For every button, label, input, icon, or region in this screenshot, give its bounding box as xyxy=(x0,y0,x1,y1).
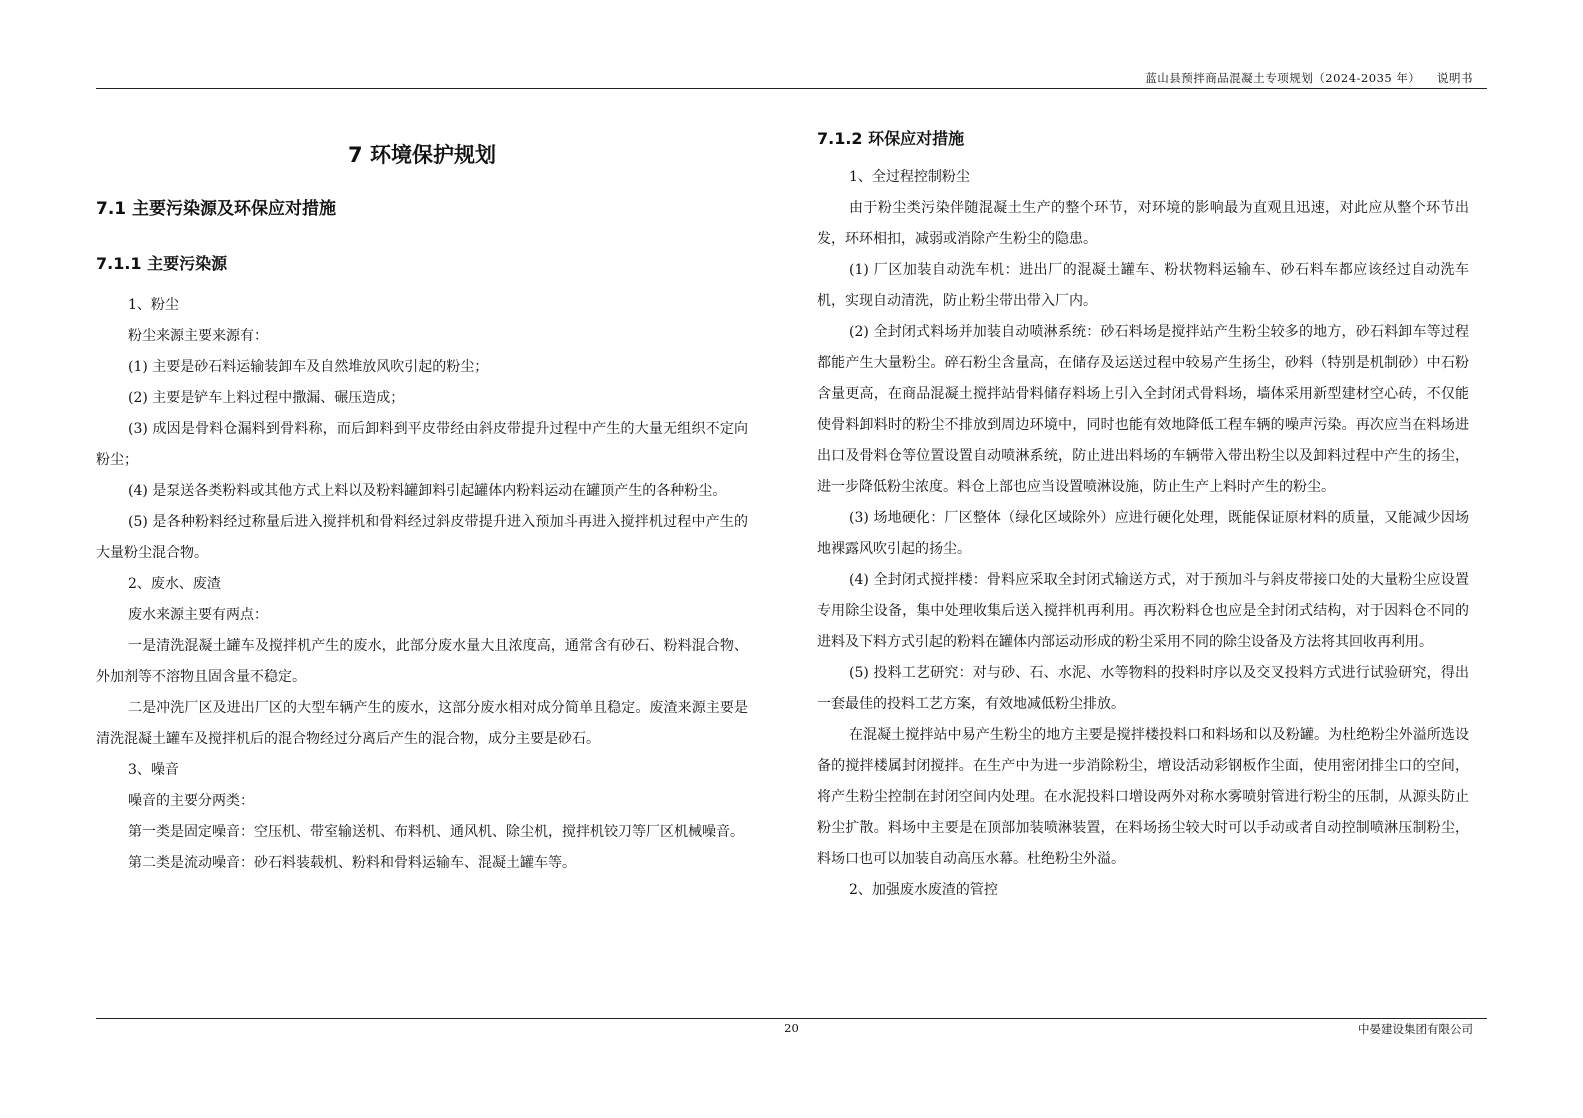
paragraph: 粉尘来源主要来源有： xyxy=(128,328,268,344)
paragraph: (3) 成因是骨料仓漏料到骨料称，而后卸料到平皮带经由斜皮带提升过程中产生的大量无组织不定向粉尘； xyxy=(96,421,748,468)
paragraph: (1) 主要是砂石料运输装卸车及自然堆放风吹引起的粉尘； xyxy=(128,359,489,375)
paragraph: (3) 场地硬化：厂区整体（绿化区域除外）应进行硬化处理，既能保证原材料的质量，又能减少因场地裸露风吹引起的扬尘。 xyxy=(817,510,1469,557)
subsection-title: 7.1.1 主要污染源 xyxy=(96,254,228,273)
paragraph: (2) 主要是铲车上料过程中撒漏、碾压造成； xyxy=(128,390,405,406)
page-number: 20 xyxy=(784,1021,799,1035)
company-name: 中晏建设集团有限公司 xyxy=(1358,1022,1473,1036)
paragraph: 第二类是流动噪音：砂石料装载机、粉料和骨料运输车、混凝土罐车等。 xyxy=(128,855,576,871)
header-divider xyxy=(96,88,1487,89)
list-heading: 3、噪音 xyxy=(128,762,179,778)
subsection-title: 7.1.2 环保应对措施 xyxy=(817,129,965,148)
paragraph: 噪音的主要分两类： xyxy=(128,793,254,809)
paragraph: 二是冲洗厂区及进出厂区的大型车辆产生的废水，这部分废水相对成分简单且稳定。废渣来源主要是清洗混凝土罐车及搅拌机后的混合物经过分离后产生的混合物，成分主要是砂石。 xyxy=(96,700,748,747)
section-title: 7.1 主要污染源及环保应对措施 xyxy=(96,199,337,219)
right-column xyxy=(817,100,1469,906)
list-heading: 1、粉尘 xyxy=(128,297,179,313)
paragraph: (5) 是各种粉料经过称量后进入搅拌机和骨料经过斜皮带提升进入预加斗再进入搅拌机过程中产生的大量粉尘混合物。 xyxy=(96,514,748,561)
left-column xyxy=(96,100,748,879)
paragraph: (2) 全封闭式料场并加装自动喷淋系统：砂石料场是搅拌站产生粉尘较多的地方，砂石料卸车等过程都能产生大量粉尘。碎石粉尘含量高，在储存及运送过程中较易产生扬尘，砂料（特别是机制砂）中石粉含量更高，在商品混凝土搅拌站骨料储存料场上引入全封闭式骨料场，墙体采用新型建材空心砖，不仅能使骨料卸料时的粉尘不排放到周边环境中，同时也能有效地降低工程车辆的噪声污染。再次应当在料场进出口及骨料仓等位置设置自动喷淋系统，防止进出料场的车辆带入带出粉尘以及卸料过程中产生的扬尘，进一步降低粉尘浓度。料仓上部也应当设置喷淋设施，防止生产上料时产生的粉尘。 xyxy=(817,324,1469,495)
paragraph: (1) 厂区加装自动洗车机：进出厂的混凝土罐车、粉状物料运输车、砂石料车都应该经过自动洗车机，实现自动清洗，防止粉尘带出带入厂内。 xyxy=(817,262,1469,309)
header-title: 蓝山县预拌商品混凝土专项规划（2024-2035 年） 说明书 xyxy=(1145,71,1473,85)
paragraph: 在混凝土搅拌站中易产生粉尘的地方主要是搅拌楼投料口和料场和以及粉罐。为杜绝粉尘外溢所选设备的搅拌楼属封闭搅拌。在生产中为进一步消除粉尘，增设活动彩钢板作尘面，使用密闭排尘口的空间，将产生粉尘控制在封闭空间内处理。在水泥投料口增设两外对称水雾喷射管进行粉尘的压制，从源头防止粉尘扩散。料场中主要是在顶部加装喷淋装置，在料场扬尘较大时可以手动或者自动控制喷淋压制粉尘，料场口也可以加装自动高压水幕。杜绝粉尘外溢。 xyxy=(817,727,1469,867)
paragraph: 一是清洗混凝土罐车及搅拌机产生的废水，此部分废水量大且浓度高，通常含有砂石、粉料混合物、外加剂等不溶物且固含量不稳定。 xyxy=(96,638,748,685)
chapter-title: 7 环境保护规划 xyxy=(348,143,496,167)
paragraph: (5) 投料工艺研究：对与砂、石、水泥、水等物料的投料时序以及交叉投料方式进行试验研究，得出一套最佳的投料工艺方案，有效地减低粉尘排放。 xyxy=(817,665,1469,712)
paragraph: 由于粉尘类污染伴随混凝土生产的整个环节，对环境的影响最为直观且迅速，对此应从整个环节出发，环环相扣，减弱或消除产生粉尘的隐患。 xyxy=(817,200,1469,247)
paragraph: (4) 全封闭式搅拌楼：骨料应采取全封闭式输送方式，对于预加斗与斜皮带接口处的大量粉尘应设置专用除尘设备，集中处理收集后送入搅拌机再利用。再次粉料仓也应是全封闭式结构，对于因料仓不同的进料及下料方式引起的粉料在罐体内部运动形成的粉尘采用不同的除尘设备及方法将其回收再利用。 xyxy=(817,572,1469,650)
paragraph: (4) 是泵送各类粉料或其他方式上料以及粉料罐卸料引起罐体内粉料运动在罐顶产生的各种粉尘。 xyxy=(128,483,727,499)
paragraph: 第一类是固定噪音：空压机、带室输送机、布料机、通风机、除尘机，搅拌机铰刀等厂区机械噪音。 xyxy=(128,824,744,840)
list-heading: 1、全过程控制粉尘 xyxy=(849,169,970,185)
list-heading: 2、废水、废渣 xyxy=(128,576,221,592)
paragraph: 废水来源主要有两点： xyxy=(128,607,268,623)
list-heading: 2、加强废水废渣的管控 xyxy=(849,882,998,898)
footer-divider xyxy=(96,1018,1487,1019)
